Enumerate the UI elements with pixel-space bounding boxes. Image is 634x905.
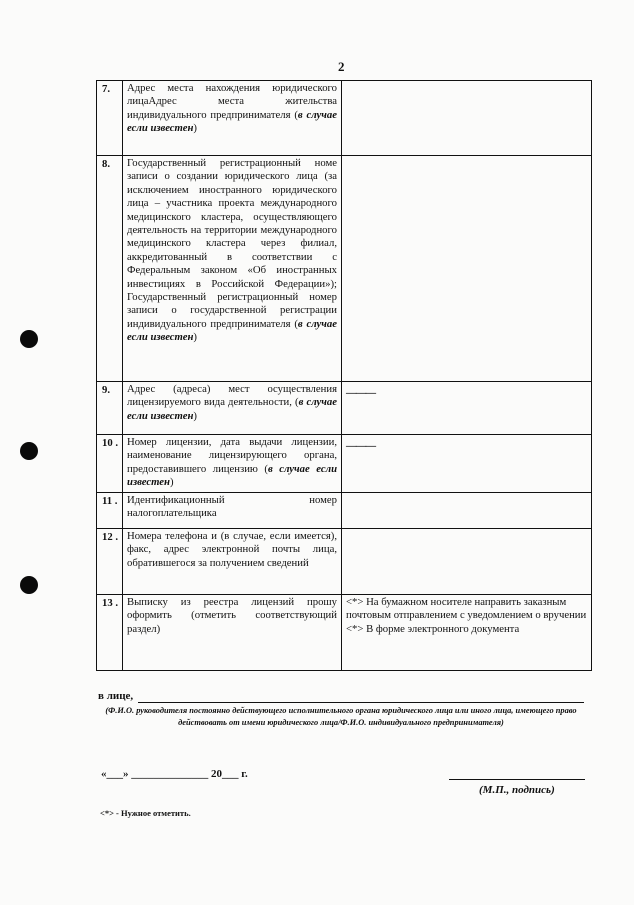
row-value-field[interactable] [342, 493, 592, 529]
row-value-dash: ——— [346, 387, 376, 399]
row-label-note: в случае если известен [127, 317, 337, 344]
row-label-note: в случае если известен [127, 108, 337, 135]
punch-hole-mark [20, 330, 38, 348]
row-label [123, 529, 342, 595]
row-value-field[interactable] [342, 435, 592, 493]
row-number: 9. [97, 382, 123, 435]
row-label-text: Адрес (адреса) мест осуществления лицензируемого вида деятельности, ( [127, 383, 337, 409]
table-row [97, 435, 592, 493]
representative-note: (Ф.И.О. руководителя постоянно действующего исполнительного органа юридического лица или иного лица, имеющего право действовать от имени юридического лица/Ф.И.О. индивидуального предпринимателя) [105, 706, 577, 727]
delivery-options[interactable]: <*> На бумажном носителе направить заказным почтовым отправлением с уведомлением о вручении <*> В форме электронного документа [342, 595, 592, 671]
row-label-text: ) [193, 409, 197, 422]
table-row [97, 382, 592, 435]
row-label-text: Номер лицензии, дата выдачи лицензии, наименование лицензирующего органа, предоставившего лицензию ( [127, 436, 337, 475]
row-label [123, 493, 342, 529]
row-label-text: Адрес места нахождения юридического лица [127, 82, 337, 108]
row-label-note: в случае если известен [127, 396, 337, 422]
row-number: 7. [97, 81, 123, 156]
row-label-text: Государственный регистрационный номе записи о создании юридического лица (за исключением иностранного юридического лица – участника проекта международного медицинского кластера, осуществляющего деятельность на территории международного медицинского кластера через филиал, аккредитованный в соответствии с Федеральным законом «Об иностранных инвестициях в Российской Федерации»); Государственный регистрационный номер записи о государственной регистрации индивидуального предпринимателя ( [127, 157, 337, 330]
representative-label: в лице, [98, 690, 134, 702]
row-number: 8. [97, 156, 123, 382]
row-value-field[interactable] [342, 382, 592, 435]
table-row [97, 156, 592, 382]
row-number: 13 . [97, 595, 123, 671]
row-label-text: ) [193, 122, 197, 135]
row-label-note: в случае если известен [127, 462, 338, 489]
signature-label: (М.П., подпись) [479, 784, 555, 796]
row-label [123, 595, 342, 671]
row-label-text: Выписку из реестра лицензий прошу оформить (отметить соответствующий раздел) [127, 596, 337, 635]
row-label [123, 156, 342, 382]
table-row [97, 81, 592, 156]
footnote: <*> - Нужное отметить. [100, 808, 191, 818]
representative-name-field[interactable] [138, 702, 584, 703]
row-value-dash: ——— [346, 440, 376, 452]
row-label [123, 81, 342, 156]
row-value-field[interactable] [342, 81, 592, 156]
signature-field[interactable] [449, 779, 585, 780]
row-number: 11 . [97, 493, 123, 529]
row-label-text: Идентификационный номер налогоплательщика [127, 494, 337, 520]
row-number: 10 . [97, 435, 123, 493]
row-label [123, 435, 342, 493]
row-label-text: ) [193, 331, 197, 344]
row-label [123, 382, 342, 435]
row-value-field[interactable] [342, 529, 592, 595]
punch-hole-mark [20, 576, 38, 594]
table-row [97, 493, 592, 529]
row-label-text: ) [169, 476, 174, 489]
punch-hole-mark [20, 442, 38, 460]
row-value-field[interactable] [342, 156, 592, 382]
row-label-text: Адрес места жительства индивидуального предпринимателя ( [127, 95, 337, 121]
row-number: 12 . [97, 529, 123, 595]
representative-line [98, 690, 584, 702]
row-label-text: Номера телефона и (в случае, если имеется), факс, адрес электронной почты лица, обратившегося за получением сведений [127, 530, 337, 569]
page-number: 2 [338, 59, 345, 74]
table-row [97, 529, 592, 595]
date-field[interactable]: «___» ______________ 20___ г. [101, 768, 248, 780]
request-form-table [96, 80, 592, 671]
table-row [97, 595, 592, 671]
